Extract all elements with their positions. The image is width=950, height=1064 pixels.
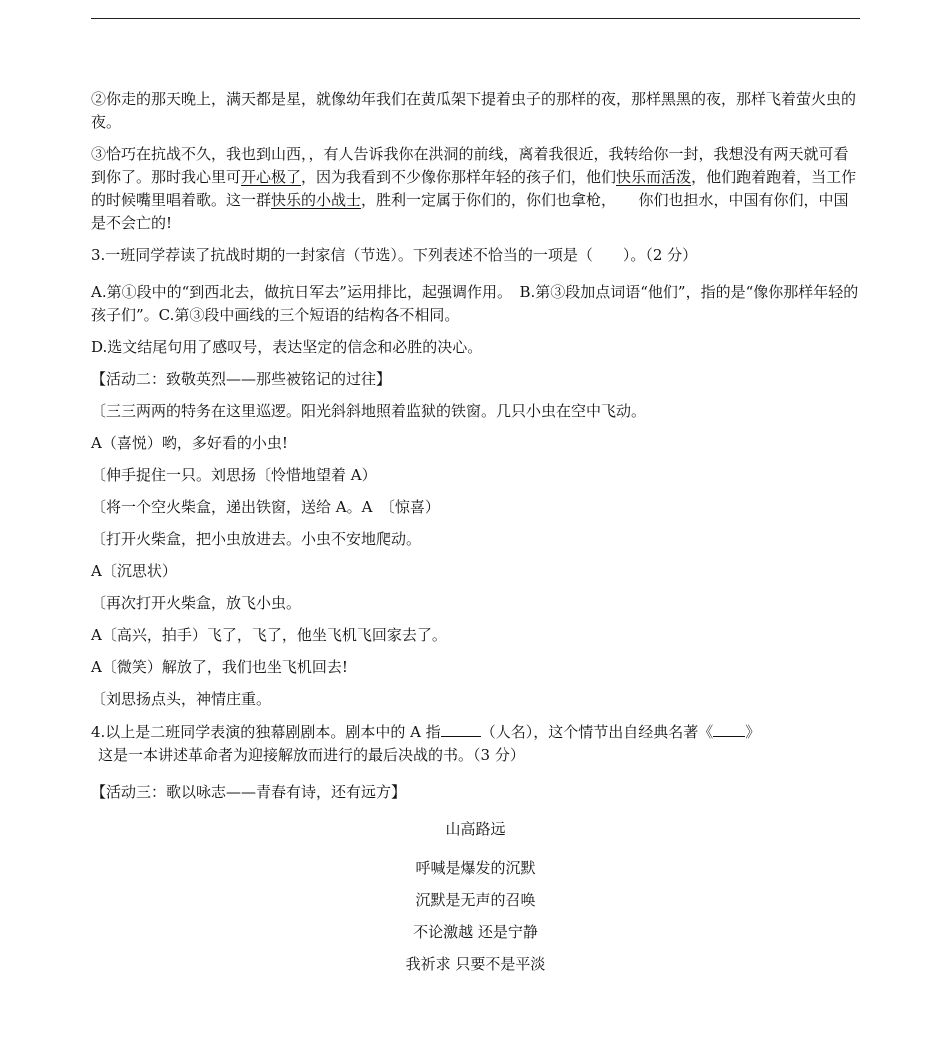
passage-paragraph-2: ②你走的那天晚上，满天都是星，就像幼年我们在黄瓜架下提着虫子的那样的夜，那样黑黑的夜，那样飞着萤火虫的夜。 bbox=[91, 90, 857, 131]
activity-2-heading: 【活动二：致敬英烈——那些被铭记的过往】 bbox=[91, 370, 392, 388]
underlined-phrase-3: 快乐的小战士 bbox=[271, 191, 362, 209]
paragraph-3-text-4: ，胜利一定属于你们的，你们也拿枪， 你们也担水，中国有你们，中国是不会亡的! bbox=[91, 191, 849, 232]
question-3-option-d: D.选文结尾句用了感叹号，表达坚定的信念和必胜的决心。 bbox=[91, 338, 483, 356]
poem-line: 沉默是无声的召唤 bbox=[415, 891, 536, 909]
question-3-stem: 3.一班同学荐读了抗战时期的一封家信（节选）。下列表述不恰当的一项是（ ）。（2 分） bbox=[91, 246, 698, 264]
name-answer-blank[interactable] bbox=[441, 720, 481, 737]
question-3-options-abc: A.第①段中的“到西北去，做抗日军去”运用排比，起强调作用。 B.第③段加点词语“他们”，指的是“像你那样年轻的孩子们”。C.第③段中画线的三个短语的结构各不相同。 bbox=[91, 283, 859, 324]
script-line: A〔微笑）解放了，我们也坐飞机回去! bbox=[91, 658, 348, 676]
script-line: 〔伸手捉住一只。刘思扬〔怜惜地望着 A） bbox=[91, 466, 377, 484]
paragraph-3-text-3: ，他们跑着跑着，当工作的时候嘴里唱着歌。这一群 bbox=[91, 168, 857, 209]
script-line: 〔将一个空火柴盒，递出铁窗，送给 A。A 〔惊喜） bbox=[91, 498, 440, 516]
poem-line: 我祈求 只要不是平淡 bbox=[405, 955, 546, 973]
paragraph-3-text-2: ，因为我看到不少像你那样年轻的孩子们，他们 bbox=[301, 168, 617, 186]
question-4-text-4: 这是一本讲述革命者为迎接解放而进行的最后决战的书。（3 分） bbox=[98, 746, 525, 764]
header-rule bbox=[91, 18, 860, 19]
question-4-text-1: 4.以上是二班同学表演的独幕剧剧本。剧本中的 A 指 bbox=[91, 723, 441, 741]
question-4-text-3: 》 bbox=[745, 723, 761, 741]
activity-3-heading: 【活动三：歌以咏志——青春有诗，还有远方】 bbox=[91, 783, 407, 801]
book-answer-blank[interactable] bbox=[713, 720, 745, 737]
poem-title: 山高路远 bbox=[445, 820, 506, 838]
document-body bbox=[91, 88, 860, 976]
script-line: 〔刘思扬点头，神情庄重。 bbox=[91, 690, 272, 708]
script-line: A（喜悦）哟，多好看的小虫! bbox=[91, 434, 288, 452]
underlined-phrase-2: 快乐而活泼 bbox=[616, 168, 692, 186]
question-4-stem bbox=[91, 720, 860, 767]
script-line: A〔高兴，拍手）飞了，飞了，他坐飞机飞回家去了。 bbox=[91, 626, 447, 644]
poem-line: 不论激越 还是宁静 bbox=[413, 923, 538, 941]
poem-line: 呼喊是爆发的沉默 bbox=[415, 859, 536, 877]
script-line: 〔三三两两的特务在这里巡逻。阳光斜斜地照着监狱的铁窗。几只小虫在空中飞动。 bbox=[91, 402, 647, 420]
paragraph-3-text-1: ③恰巧在抗战不久，我也到山西，，有人告诉我你在洪洞的前线，离着我很近，我转给你一封，我想没有两天就可看到你了。那时我心里可 bbox=[91, 145, 849, 186]
passage-paragraph-3 bbox=[91, 143, 860, 235]
script-line: A〔沉思状） bbox=[91, 562, 177, 580]
question-4-text-2: （人名），这个情节出自经典名著《 bbox=[480, 723, 714, 741]
script-line: 〔再次打开火柴盒，放飞小虫。 bbox=[91, 594, 302, 612]
underlined-phrase-1: 开心极了 bbox=[241, 168, 302, 186]
script-line: 〔打开火柴盒，把小虫放进去。小虫不安地爬动。 bbox=[91, 530, 422, 548]
